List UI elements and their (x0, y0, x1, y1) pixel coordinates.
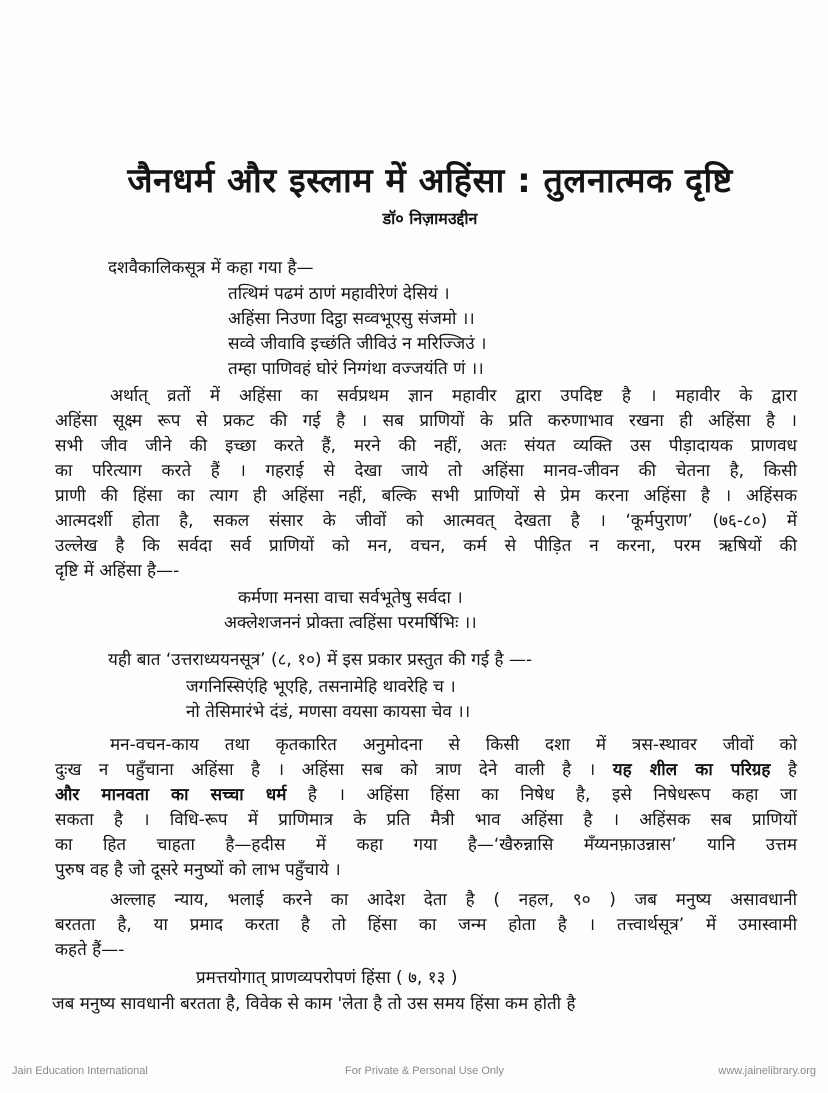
text-span: पुरुष वह है जो दूसरे मनुष्यों को लाभ पहुँचाये । (55, 860, 341, 880)
paragraph-line (110, 733, 797, 757)
verse-line: अहिंसा निउणा दिट्ठा सव्वभूएसु संजमो ।। (228, 309, 475, 329)
paragraph-line: प्राणी की हिंसा का त्याग ही अहिंसा नहीं, बल्कि सभी प्राणियों से प्रेम करना अहिंसा है । अहिंसक (55, 486, 797, 506)
text-span: सकता है । विधि-रूप में प्राणिमात्र के प्रति मैत्री भाव अहिंसा है । अहिंसक सब प्राणियों (55, 810, 797, 830)
page-title: जैनधर्म और इस्लाम में अहिंसा : तुलनात्मक दृष्टि (127, 161, 733, 201)
paragraph-line: बरतता है, या प्रमाद करता है तो हिंसा का जन्म होता है । तत्त्वार्थसूत्र’ में उमास्वामी (55, 915, 797, 935)
verse-line: अक्लेशजननं प्रोक्ता त्वहिंसा परमर्षिभिः ।। (224, 613, 477, 633)
paragraph-line: कहते हैं—- (55, 940, 125, 960)
paragraph-line (55, 758, 797, 782)
verse-line: कर्मणा मनसा वाचा सर्वभूतेषु सर्वदा । (238, 588, 463, 608)
paragraph-line: सभी जीव जीने की इच्छा करते हैं, मरने की नहीं, अतः संयत व्यक्ति उस पीड़ादायक प्राणवध (55, 436, 797, 456)
paragraph-line (55, 833, 797, 857)
text-span: का हित चाहता है—हदीस में कहा गया है—‘खैरुन्नासि मँय्यनफ़ाउन्नास’ यानि उत्तम (55, 835, 797, 855)
paragraph-line: जब मनुष्य सावधानी बरतता है, विवेक से काम 'लेता है तो उस समय हिंसा कम होती है (52, 994, 576, 1014)
paragraph-line: उल्लेख है कि सर्वदा सर्व प्राणियों को मन, वचन, कर्म से पीड़ित न करना, परम ऋषियों की (55, 536, 797, 556)
paragraph-line (55, 783, 797, 807)
verse-line: तत्थिमं पढमं ठाणं महावीरेणं देसियं । (228, 284, 450, 304)
paragraph-line: अर्थात् व्रतों में अहिंसा का सर्वप्रथम ज्ञान महावीर द्वारा उपदिष्ट है । महावीर के द्वारा (110, 386, 797, 406)
paragraph-line: का परित्याग करते हैं । गहराई से देखा जाये तो अहिंसा मानव-जीवन की चेतना है, किसी (55, 461, 797, 481)
paragraph-line: अहिंसा सूक्ष्म रूप से प्रकट की गई है । सब प्राणियों के प्रति करुणाभाव रखना ही अहिंसा है । (55, 411, 797, 431)
sutra-line: प्रमत्तयोगात् प्राणव्यपरोपणं हिंसा ( ७, १३ ) (196, 968, 458, 988)
verse-line: जगनिस्सिएंहि भूएहि, तसनामेहि थावरेहि च । (186, 677, 456, 697)
verse-line: तम्हा पाणिवहं घोरं निग्गंथा वज्जयंति णं ।। (228, 359, 484, 379)
intro-line: यही बात ‘उत्तराध्ययनसूत्र’ (८, १०) में इस प्रकार प्रस्तुत की गई है —- (108, 650, 533, 670)
paragraph-line: दृष्टि में अहिंसा है—- (55, 561, 180, 581)
text-span: दुःख न पहुँचाना अहिंसा है । अहिंसा सब को त्राण देने वाली है । (55, 760, 613, 780)
footer-publisher: Jain Education International (12, 1065, 148, 1077)
intro-line: दशवैकालिकसूत्र में कहा गया है— (108, 258, 314, 278)
paragraph-line: अल्लाह न्याय, भलाई करने का आदेश देता है ( नहल, ९० ) जब मनुष्य असावधानी (110, 890, 797, 910)
text-span: है । अहिंसा हिंसा का निषेध है, इसे निषेधरूप कहा जा (286, 785, 797, 805)
author-name: डॉ० निज़ामउद्दीन (382, 209, 478, 228)
footer-usage-note: For Private & Personal Use Only (345, 1065, 504, 1077)
text-span: है (770, 760, 797, 780)
text-span: मन-वचन-काय तथा कृतकारित अनुमोदना से किसी दशा में त्रस-स्थावर जीवों को (110, 735, 797, 755)
verse-line: नो तेसिमारंभे दंडं, मणसा वयसा कायसा चेव ।। (186, 702, 471, 722)
bold-emphasis: और मानवता का सच्चा धर्म (55, 785, 287, 805)
paragraph-line: आत्मदर्शी होता है, सकल संसार के जीवों को आत्मवत् देखता है । ‘कूर्मपुराण’ (७६-८०) में (55, 511, 797, 531)
footer-website-link[interactable]: www.jainelibrary.org (718, 1065, 816, 1077)
paragraph-line (55, 858, 341, 882)
paragraph-line (55, 808, 797, 832)
verse-line: सव्वे जीवावि इच्छंति जीविउं न मरिज्जिउं । (228, 334, 487, 354)
bold-emphasis: यह शील का परिग्रह (612, 760, 771, 780)
